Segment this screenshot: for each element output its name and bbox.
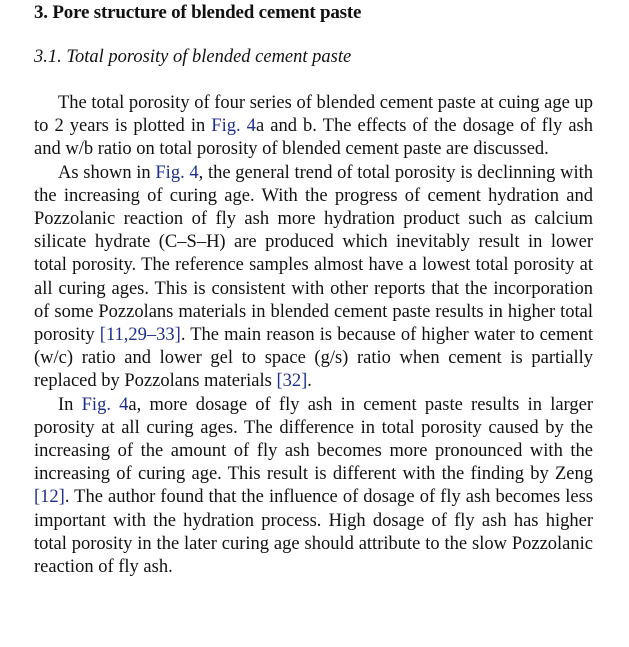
text-segment: The total porosity of four series of blended cement paste at cuing age up to 2 years is plotted in (34, 93, 593, 137)
paragraph-1 (34, 92, 593, 162)
text-segment: . (307, 371, 312, 392)
text-segment: . The author found that the influence of dosage of fly ash becomes less important with the hydration process. High dosage of fly ash has higher total porosity in the later curing age should attribute to the slow Pozzolanic reaction of fly ash. (34, 487, 593, 578)
paragraph-3 (34, 394, 593, 580)
paragraph-2 (34, 162, 593, 394)
subsection-heading: 3.1. Total porosity of blended cement paste (34, 47, 352, 67)
text-segment: a and b. The effects of the dosage of fly ash and w/b ratio on total porosity of blended cement paste are discussed. (34, 116, 593, 160)
citation-link[interactable]: [12] (34, 487, 65, 508)
section-heading: 3. Pore structure of blended cement paste (34, 2, 362, 23)
text-segment: a, more dosage of fly ash in cement paste results in larger porosity at all curing ages. The difference in total porosity caused by the increasing of the amount of fly ash becomes more pronounced with the increasing of curing age. This result is different with the finding by Zeng (34, 394, 593, 485)
body-text (34, 92, 593, 579)
figure-link[interactable]: Fig. 4 (81, 394, 129, 415)
citation-link[interactable]: [32] (276, 371, 308, 392)
figure-link[interactable]: Fig. 4 (155, 162, 199, 183)
text-segment: In (58, 394, 82, 415)
citation-link[interactable]: [11,29–33] (99, 325, 181, 346)
figure-link[interactable]: Fig. 4 (211, 116, 256, 137)
text-segment: As shown in (58, 162, 156, 183)
text-segment: . The main reason is because of higher water to cement (w/c) ratio and lower gel to space (g/s) ratio when cement is partially replaced by Pozzolans materials (34, 325, 594, 392)
text-segment: , the general trend of total porosity is declinning with the increasing of curing age. With the progress of cement hydration and Pozzolanic reaction of fly ash more hydration product such as calcium silicate hydrate (C–S–H) are produced which inevitably result in lower total porosity. The reference samples almost have a lowest total porosity at all curing ages. This is consistent with other reports that the incorporation of some Pozzolans materials in blended cement paste results in higher total porosity (34, 162, 593, 346)
